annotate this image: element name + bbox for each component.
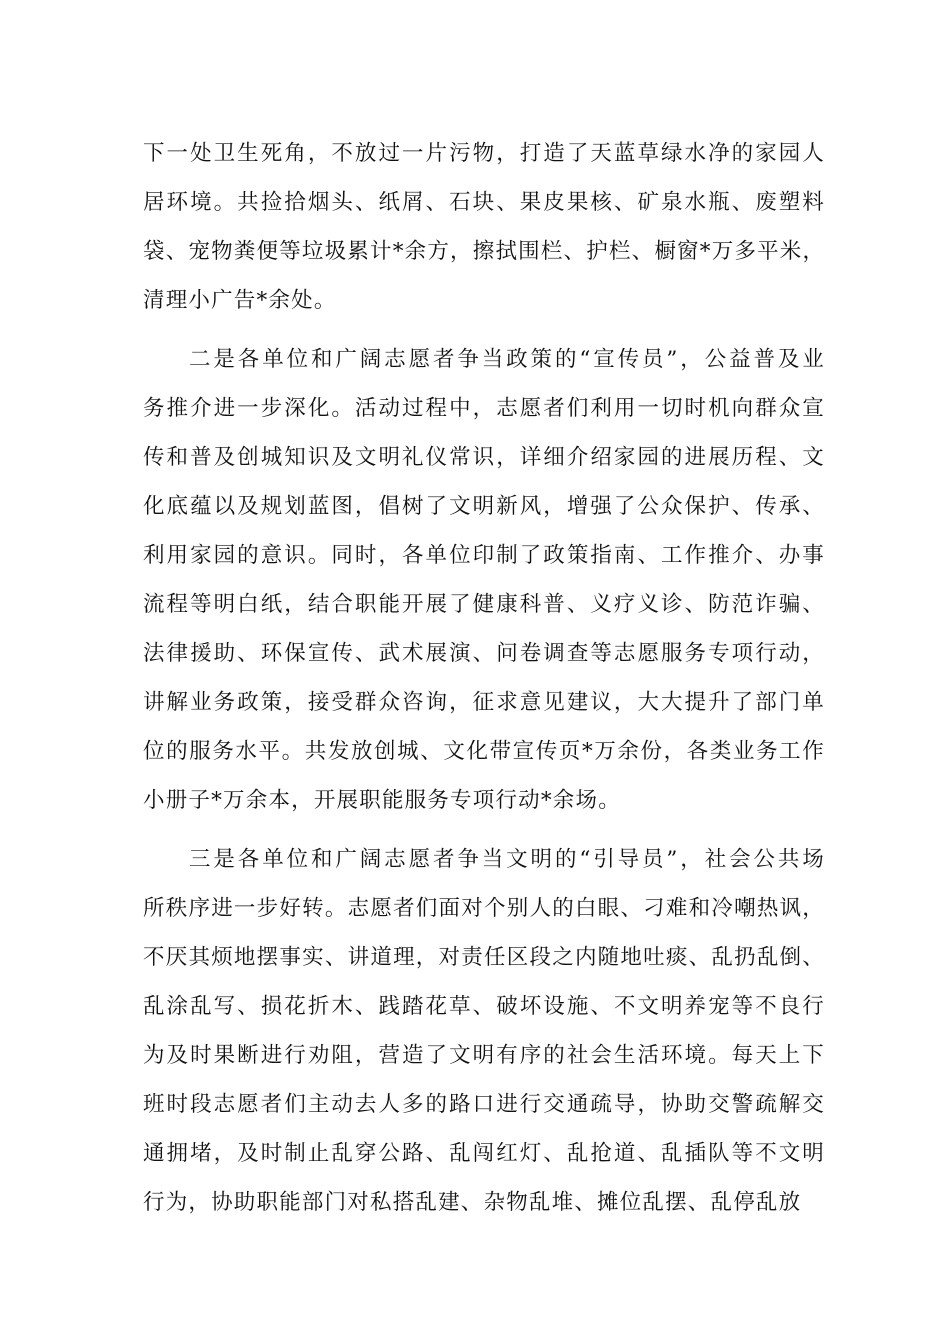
paragraph-line: 法律援助、环保宣传、武术展演、问卷调查等志愿服务专项行动， <box>143 641 825 666</box>
paragraph-line: 利用家园的意识。同时，各单位印制了政策指南、工作推介、办事 <box>143 543 825 568</box>
paragraph-line: 化底蕴以及规划蓝图，倡树了文明新风，增强了公众保护、传承、 <box>143 494 825 519</box>
paragraph-line: 流程等明白纸，结合职能开展了健康科普、义疗义诊、防范诈骗、 <box>143 592 825 617</box>
paragraph-line: 二是各单位和广阔志愿者争当政策的“宣传员”，公益普及业 <box>189 347 825 372</box>
paragraph-line: 讲解业务政策，接受群众咨询，征求意见建议，大大提升了部门单 <box>143 690 825 715</box>
paragraph-line: 袋、宠物粪便等垃圾累计*余方，擦拭围栏、护栏、橱窗*万多平米， <box>143 239 826 264</box>
paragraph-line: 小册子*万余本，开展职能服务专项行动*余场。 <box>143 788 621 813</box>
paragraph-line: 不厌其烦地摆事实、讲道理，对责任区段之内随地吐痰、乱扔乱倒、 <box>143 945 825 970</box>
paragraph-line: 乱涂乱写、损花折木、践踏花草、破坏设施、不文明养宠等不良行 <box>143 994 825 1019</box>
paragraph-line: 三是各单位和广阔志愿者争当文明的“引导员”，社会公共场 <box>189 847 825 872</box>
paragraph-line: 位的服务水平。共发放创城、文化带宣传页*万余份，各类业务工作 <box>143 739 825 764</box>
paragraph-line: 下一处卫生死角，不放过一片污物，打造了天蓝草绿水净的家园人 <box>143 141 825 166</box>
paragraph-line: 务推介进一步深化。活动过程中，志愿者们利用一切时机向群众宣 <box>143 396 825 421</box>
paragraph-line: 居环境。共捡拾烟头、纸屑、石块、果皮果核、矿泉水瓶、废塑料 <box>143 190 825 215</box>
paragraph-line: 通拥堵，及时制止乱穿公路、乱闯红灯、乱抢道、乱插队等不文明 <box>143 1141 825 1166</box>
paragraph-line: 传和普及创城知识及文明礼仪常识，详细介绍家园的进展历程、文 <box>143 445 825 470</box>
paragraph-line: 清理小广告*余处。 <box>143 288 337 313</box>
paragraph-line: 所秩序进一步好转。志愿者们面对个别人的白眼、刁难和冷嘲热讽， <box>143 896 825 921</box>
paragraph-line: 行为，协助职能部门对私搭乱建、杂物乱堆、摊位乱摆、乱停乱放 <box>143 1190 802 1215</box>
paragraph-line: 班时段志愿者们主动去人多的路口进行交通疏导，协助交警疏解交 <box>143 1092 825 1117</box>
paragraph-line: 为及时果断进行劝阻，营造了文明有序的社会生活环境。每天上下 <box>143 1043 825 1068</box>
